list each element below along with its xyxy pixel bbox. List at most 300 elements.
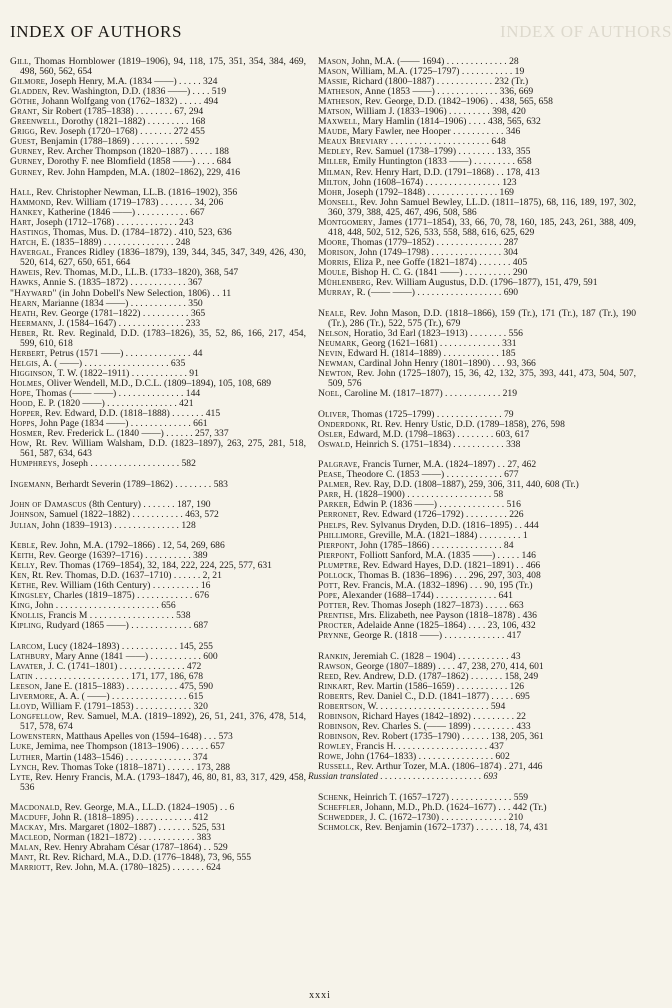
author-details: George (1807–1889) . . . . 47, 238, 270, 414, 601 xyxy=(353,660,544,672)
author-details: Rudyard (1865 ——) . . . . . . . . . . . . . 687 xyxy=(43,620,209,632)
author-details: John, M.A. (—— 1694) . . . . . . . . . . . . . 28 xyxy=(349,56,519,67)
author-details: Norman (1821–1872) . . . . . . . . . . . . 383 xyxy=(50,832,212,844)
author-name: Lynch, xyxy=(10,761,40,773)
author-details: Rev. Henry Abraham César (1787–1864) . . 529 xyxy=(41,842,228,854)
author-name: Grigg, xyxy=(10,126,38,138)
author-details: Rev. Thomas Toke (1818–1871) . . . . . . 173, 288 xyxy=(39,761,231,773)
author-name: Mason, xyxy=(318,66,350,78)
author-details: Rev. Washington, D.D. (1836 ——) . . . . 519 xyxy=(49,86,227,98)
author-name: Matheson, xyxy=(318,96,363,108)
author-details: James (1771–1854), 33, 66, 70, 78, 160, 185, 243, 261, 388, 409, 418, 448, 502, 512, 526, 533, 558, 588, 616, 625, 629 xyxy=(328,216,636,238)
author-name: Medley, xyxy=(318,146,354,158)
author-details: E. P. (1820 ——) . . . . . . . . . . . . . . . 421 xyxy=(35,398,194,410)
author-details: Francis M . . . . . . . . . . . . . . . . . . 538 xyxy=(45,610,191,622)
author-details: A. A. ( ——) . . . . . . . . . . . . . . . . 615 xyxy=(56,691,204,703)
author-name: Grant, xyxy=(10,106,40,118)
author-name: Robinson, xyxy=(318,730,360,742)
author-details: William F. (1791–1853) . . . . . . . . . . . . 320 xyxy=(38,701,208,713)
author-details: George R. (1818 ——) . . . . . . . . . . . . . 417 xyxy=(350,630,522,642)
author-details: Rev. John, M.A. (1792–1866) . 12, 54, 269, 686 xyxy=(38,540,225,552)
author-details: Joseph (1792–1848) . . . . . . . . . . . . . . . 169 xyxy=(344,186,514,198)
author-details: Eliza P., nee Goffe (1821–1874) . . . . . . . 405 xyxy=(350,256,528,268)
author-entry xyxy=(10,248,306,268)
author-name: Onderdonk, xyxy=(318,418,369,430)
letter-group xyxy=(318,309,636,399)
author-details: Greville, M.A. (1821–1884) . . . . . . . . . 1 xyxy=(366,529,528,541)
author-details: E. (1835–1889) . . . . . . . . . . . . . . . 248 xyxy=(38,237,191,249)
author-name: Pollock, xyxy=(318,569,356,581)
author-name: Kingsley, xyxy=(10,590,52,602)
author-details: Katherine (1846 ——) . . . . . . . . . . . 667 xyxy=(45,207,205,219)
author-name: Rowe, xyxy=(318,751,344,763)
author-details: Richard Hayes (1842–1892) . . . . . . . . . 22 xyxy=(359,710,526,722)
author-name: Heber, xyxy=(10,327,39,339)
author-details: Rev. Sylvanus Dryden, D.D. (1816–1895) . . 444 xyxy=(348,519,539,531)
author-name: Hart, xyxy=(10,217,34,229)
author-details: Rev. John Mason, D.D. (1818–1866), 159 (Tr.), 171 (Tr.), 187 (Tr.), 190 (Tr.), 286 (Tr.), 522, 575 (Tr.), 679 xyxy=(328,307,636,329)
author-name: Gurney, xyxy=(10,156,45,168)
author-name: Hearn, xyxy=(10,297,40,309)
author-name: Robinson, xyxy=(318,720,360,732)
author-details: . . . . . . . . . . . . . . . . . . . . . 648 xyxy=(388,136,506,148)
author-name: Hosmer, xyxy=(10,428,45,440)
letter-group xyxy=(318,57,636,298)
author-details: Rev. William (16th Century) . . . . . . . . . . 16 xyxy=(38,580,211,592)
author-details: John R. (1818–1895) . . . . . . . . . . . . 412 xyxy=(50,812,209,824)
page-number: xxxi xyxy=(309,990,331,1001)
author-entry xyxy=(10,712,306,732)
author-name: Rowley, xyxy=(318,741,354,752)
author-details: Mary Hamlin (1814–1906) . . . . 438, 565, 632 xyxy=(360,116,541,128)
author-entry xyxy=(318,218,636,238)
author-details: Rev. Thomas Joseph (1827–1873) . . . . . 663 xyxy=(349,599,524,611)
author-details: Rev. Andrew, D.D. (1787–1862) . . . . . . . 158, 249 xyxy=(341,670,539,682)
author-details: Rev. Arthur Tozer, M.A. (1806–1874) . 271, 446 xyxy=(354,761,543,773)
show-through-title: INDEX OF AUTHORS xyxy=(500,22,672,41)
author-name: Morison, xyxy=(318,246,357,258)
author-name: Lloyd, xyxy=(10,701,39,713)
author-details: John (1764–1833) . . . . . . . . . . . . . . . . 602 xyxy=(343,751,510,763)
author-name: Hastings, xyxy=(10,227,51,239)
author-name: Newman, xyxy=(318,357,356,369)
letter-group xyxy=(10,57,306,178)
author-name: Perronet, xyxy=(318,509,360,521)
author-details: Mrs. Elizabeth, nee Payson (1818–1878) . 436 xyxy=(356,609,537,621)
author-name: Pope, xyxy=(318,589,340,601)
author-name: Lyte, xyxy=(10,771,33,783)
author-name: Greenwell, xyxy=(10,116,60,128)
author-details: Rev. Thomas (1769–1854), 32, 184, 222, 224, 225, 577, 631 xyxy=(37,560,272,572)
author-details: Folliott Sanford, M.A. (1835 ——) . . . . . 146 xyxy=(357,549,536,561)
author-entry xyxy=(10,480,306,490)
author-name: Ingemann, xyxy=(10,478,54,490)
author-details: Caroline M. (1817–1877) . . . . . . . . . . . . 219 xyxy=(341,388,518,399)
author-details: Emily Huntington (1833 ——) . . . . . . . . . 658 xyxy=(350,156,532,168)
author-details: J. C. (1741–1801) . . . . . . . . . . . . . . 472 xyxy=(45,661,202,673)
author-name: Mason, xyxy=(318,56,350,67)
author-name: Lathbury, xyxy=(10,651,53,663)
author-name: Oliver, xyxy=(318,408,350,420)
author-name: Gurney, xyxy=(10,166,45,178)
author-details: Rev. Edward (1726–1792) . . . . . . . . . 226 xyxy=(359,509,524,521)
author-details: Heinrich S. (1751–1834) . . . . . . . . . . . 338 xyxy=(352,438,521,450)
author-details: Rt. Rev. William Walsham, D.D. (1823–1897), 263, 275, 281, 518, 561, 587, 634, 643 xyxy=(20,438,306,460)
author-name: Oswald, xyxy=(318,438,353,450)
author-details: Jeremiah C. (1828 – 1904) . . . . . . . . . . . 43 xyxy=(350,650,521,662)
author-entry xyxy=(318,440,636,450)
author-name: Pease, xyxy=(318,469,345,481)
author-details: Mrs. Margaret (1802–1887) . . . . . . . 525, 531 xyxy=(46,822,226,834)
author-name: Julian, xyxy=(10,519,40,531)
letter-group xyxy=(10,500,306,530)
author-name: Murray, xyxy=(318,287,355,299)
author-name: Hall, xyxy=(10,187,34,199)
author-details: Rev. Frederick L. (1840 ——) . . . . . . 257, 337 xyxy=(44,428,229,440)
author-name: Plumptre, xyxy=(318,559,361,571)
author-name: Reed, xyxy=(318,670,342,682)
author-details: Rev. John, M.A. (1780–1825) . . . . . . . 624 xyxy=(53,862,221,874)
letter-group xyxy=(10,541,306,631)
author-name: Pierpont, xyxy=(318,549,358,561)
author-entry xyxy=(10,521,306,531)
author-details: (in John Dobell's New Selection, 1806) . . 11 xyxy=(56,287,232,299)
author-details: J. (1584–1647) . . . . . . . . . . . . . . 233 xyxy=(55,317,201,329)
author-name: Göthe, xyxy=(10,96,40,108)
author-details: Rev. William Augustus, D.D. (1796–1877), 151, 479, 591 xyxy=(373,277,598,289)
author-name: Helgis, xyxy=(10,357,41,369)
author-name: Mackay, xyxy=(10,822,47,834)
author-name: Longfellow, xyxy=(10,711,65,723)
author-name: Gurney, xyxy=(10,146,45,158)
author-details: Bishop H. C. G. (1841 ——) . . . . . . . . . . 290 xyxy=(348,266,528,278)
author-details: Thomas (1725–1799) . . . . . . . . . . . . . . 79 xyxy=(349,408,514,420)
author-name: King, xyxy=(10,600,33,612)
author-name: Rankin, xyxy=(318,650,351,662)
author-details: Lucy (1824–1893) . . . . . . . . . . . . 145, 255 xyxy=(45,640,213,652)
author-details: Rev. Edward, D.D. (1818–1888) . . . . . . . 415 xyxy=(42,408,221,420)
author-name: Hawks, xyxy=(10,277,41,289)
author-details: Petrus (1571 ——) . . . . . . . . . . . . . . 44 xyxy=(47,347,203,359)
author-details: Thomas Hornblower (1819–1906), 94, 118, 175, 351, 354, 384, 469, 498, 560, 562, 654 xyxy=(20,56,306,78)
author-details: Sir Robert (1785–1838) . . . . . . . . 67, 294 xyxy=(39,106,204,118)
author-details: Joseph Henry, M.A. (1834 ——) . . . . . 324 xyxy=(47,76,218,88)
author-details: R. (—— ——) . . . . . . . . . . . . . . . . . . 690 xyxy=(354,287,519,299)
author-name: Leeson, xyxy=(10,681,43,693)
author-details: Rev. Samuel, M.A. (1819–1892), 26, 51, 241, 376, 478, 514, 517, 578, 674 xyxy=(20,711,306,733)
author-details: . . . . . . . . . . . . . . . . . . . . 171, 177, 186, 678 xyxy=(32,671,204,683)
author-details: Francis Turner, M.A. (1824–1897) . . 27, 462 xyxy=(360,459,537,471)
author-name: Russell, xyxy=(318,761,355,773)
author-name: Kethe, xyxy=(10,580,39,592)
author-name: Neumark, xyxy=(318,337,360,349)
author-name: Massie, xyxy=(318,76,350,88)
author-name: Heermann, xyxy=(10,317,56,329)
author-entry xyxy=(318,309,636,329)
author-name: Latin xyxy=(10,671,33,683)
author-details: Mary Anne (1841 ——) . . . . . . . . . . . 600 xyxy=(52,651,218,663)
author-name: Gladden, xyxy=(10,86,50,98)
author-name: Matheson, xyxy=(318,86,363,98)
author-name: Parr, xyxy=(318,489,342,501)
author-name: Schwedder, xyxy=(318,811,368,823)
author-details: Dorothy (1821–1882) . . . . . . . . . 168 xyxy=(59,116,206,128)
author-details: John . . . . . . . . . . . . . . . . . . . . . . 656 xyxy=(32,600,176,612)
author-name: Johnson, xyxy=(10,509,47,521)
author-name: Pierpont, xyxy=(318,539,358,551)
author-details: J. C. (1672–1730) . . . . . . . . . . . . . . 210 xyxy=(367,811,524,823)
author-name: Mühlenberg, xyxy=(318,277,374,289)
right-column xyxy=(308,56,636,843)
letter-group xyxy=(10,188,306,469)
author-details: John Page (1834 ——) . . . . . . . . . . . . . 661 xyxy=(37,418,208,430)
author-entry xyxy=(318,389,636,399)
author-details: Rev. Archer Thompson (1820–1887) . . . . . 188 xyxy=(44,146,229,158)
author-details: Dorothy F. nee Blomfield (1858 ——) . . . . 684 xyxy=(44,156,232,168)
author-details: Berhardt Severin (1789–1862) . . . . . . . . 583 xyxy=(53,478,228,490)
author-name: Ken, xyxy=(10,570,30,582)
author-name: Milman, xyxy=(318,166,354,178)
author-details: Rev. George (1781–1822) . . . . . . . . . . 365 xyxy=(38,307,206,319)
author-name: Lowenstern, xyxy=(10,731,64,743)
author-name: Gill, xyxy=(10,56,32,67)
author-name: Guest, xyxy=(10,136,39,148)
author-details: Joseph . . . . . . . . . . . . . . . . . . . 582 xyxy=(59,458,196,470)
author-name: Keith, xyxy=(10,550,37,562)
author-entry xyxy=(10,863,306,873)
author-details: Rt. Rev. Henry Ustic, D.D. (1789–1858), 276, 598 xyxy=(368,418,565,430)
letter-group xyxy=(318,793,636,833)
author-name: Havergal, xyxy=(10,247,54,259)
author-name: Luke, xyxy=(10,741,34,753)
author-details: Rev. Francis, M.A. (1832–1896) . . . 90, 195 (Tr.) xyxy=(340,579,533,591)
author-name: Mant, xyxy=(10,852,37,864)
author-details: Alexander (1688–1744) . . . . . . . . . . . . . 641 xyxy=(339,589,513,601)
author-name: Palmer, xyxy=(318,479,352,491)
author-name: "Hayward" xyxy=(10,287,57,299)
author-details: Rev. Daniel C., D.D. (1841–1877) . . . . . 695 xyxy=(354,690,530,702)
author-entry xyxy=(10,621,306,631)
author-details: Samuel (1822–1882) . . . . . . . . . . . 463, 572 xyxy=(46,509,219,521)
author-name: Hatch, xyxy=(10,237,39,249)
letter-group xyxy=(318,460,636,641)
author-name: Phillimore, xyxy=(318,529,367,541)
author-details: Edwin P. (1836 ——) . . . . . . . . . . . . . . 516 xyxy=(350,499,521,511)
author-details: Rev. Henry Hart, D.D. (1791–1868) . . 178, 413 xyxy=(353,166,540,178)
author-name: Knollis, xyxy=(10,610,46,622)
author-details: Annie S. (1835–1872) . . . . . . . . . . . . 367 xyxy=(40,277,203,289)
author-name: Mohr, xyxy=(318,186,345,198)
letter-group xyxy=(308,650,636,783)
author-details: A. ( ——) . . . . . . . . . . . . . . . . . . 635 xyxy=(40,357,186,369)
author-details: Rev. George (1639?–1716) . . . . . . . . . . 389 xyxy=(36,550,208,562)
author-name: Hankey, xyxy=(10,207,46,219)
author-entry xyxy=(318,762,636,772)
author-entry xyxy=(10,459,306,469)
author-details: Horatio, 3d Earl (1823–1913) . . . . . . . . 556 xyxy=(351,327,523,339)
author-details: John (1608–1674) . . . . . . . . . . . . . . . . 123 xyxy=(350,176,517,188)
author-name: Hopps, xyxy=(10,418,38,430)
author-name: Neale, xyxy=(318,307,347,319)
author-details: T. W. (1822–1911) . . . . . . . . . . . . 91 xyxy=(55,367,199,379)
author-details: H. (1828–1900) . . . . . . . . . . . . . . . . . . 58 xyxy=(341,489,504,501)
author-name: Milton, xyxy=(318,176,351,188)
author-entry xyxy=(318,631,636,641)
author-name: Prynne, xyxy=(318,630,351,642)
author-details: Thomas, Mus. D. (1784–1872) . 410, 523, 636 xyxy=(50,227,232,239)
author-details: Thomas (1779–1852) . . . . . . . . . . . . . . 287 xyxy=(349,236,519,248)
author-name: Osler, xyxy=(318,428,346,440)
author-name: Herbert, xyxy=(10,347,48,359)
author-details: (8th Century) . . . . . . . 187, 190 xyxy=(86,499,211,511)
author-name: Potter, xyxy=(318,599,350,611)
author-details: Rev. Thomas, M.D., LL.B. (1733–1820), 368, 547 xyxy=(42,267,239,279)
author-details: Heinrich T. (1657–1727) . . . . . . . . . . . . . 559 xyxy=(351,791,529,803)
author-entry xyxy=(318,369,636,389)
author-name: Livermore, xyxy=(10,691,57,703)
author-name: Robinson, xyxy=(318,710,360,722)
author-details: Rev. George, D.D. (1842–1906) . . 438, 565, 658 xyxy=(362,96,553,108)
author-details: Adelaide Anne (1825–1864) . . . . 23, 106, 432 xyxy=(354,619,536,631)
author-details: Matthaus Apelles von (1594–1648) . . . 573 xyxy=(63,731,233,743)
author-name: Phelps, xyxy=(318,519,349,531)
author-name: Newton, xyxy=(318,367,354,379)
author-name: Matson, xyxy=(318,106,353,118)
author-name: Noel, xyxy=(318,388,342,399)
author-entry xyxy=(318,823,636,833)
author-name: Maude, xyxy=(318,126,350,138)
author-name: Nelson, xyxy=(318,327,352,339)
author-name: Haweis, xyxy=(10,267,43,279)
author-name: Procter, xyxy=(318,619,355,631)
author-details: Rev. John Samuel Bewley, LL.D. (1811–1875), 68, 116, 189, 197, 302, 360, 379, 388, 425, 467, 496, 508, 586 xyxy=(328,196,636,218)
author-details: Cardinal John Henry (1801–1890) . . . 93, 366 xyxy=(355,357,536,369)
author-name: Pott, xyxy=(318,579,341,591)
author-name: Maxwell, xyxy=(318,116,361,128)
author-name: Hood, xyxy=(10,398,36,410)
left-column xyxy=(10,57,306,884)
author-details: Jemima, nee Thompson (1813–1906) . . . . . . 657 xyxy=(33,741,225,753)
author-details: Jane E. (1815–1883) . . . . . . . . . . . 475, 590 xyxy=(42,681,214,693)
author-entry xyxy=(10,329,306,349)
author-name: Meaux Breviary xyxy=(318,136,389,148)
author-name: Marriott, xyxy=(10,862,54,874)
letter-group xyxy=(10,480,306,490)
author-details: John (1749–1798) . . . . . . . . . . . . . . . 304 xyxy=(356,246,518,258)
author-name: Higginson, xyxy=(10,367,56,379)
author-details: John (1839–1913) . . . . . . . . . . . . . . 128 xyxy=(39,519,196,531)
author-entry xyxy=(10,439,306,459)
author-details: Rev. John Hampden, M.A. (1802–1862), 229, 416 xyxy=(44,166,241,178)
author-details: Theodore C. (1853 ——) . . . . . . . . . . . . 677 xyxy=(344,469,519,481)
author-name: Macleod, xyxy=(10,832,51,844)
author-details: Johann, M.D., Ph.D. (1624–1677) . . . 442 (Tr.) xyxy=(362,801,547,813)
author-details: Rt. Rev. Thomas, D.D. (1637–1710) . . . . . . 2, 21 xyxy=(29,570,222,582)
author-details: Thomas B. (1836–1896) . . . 296, 297, 303, 408 xyxy=(355,569,541,581)
author-details: Rev. Christopher Newman, LL.B. (1816–1902), 356 xyxy=(33,187,238,199)
author-name: Malan, xyxy=(10,842,42,854)
letter-group xyxy=(318,410,636,450)
author-details: William J. (1833–1906) . . . . . . . . . 398, 420 xyxy=(352,106,526,118)
author-details: Rev. William (1719–1783) . . . . . . . 34, 206 xyxy=(53,197,224,209)
author-name: Prentise, xyxy=(318,609,357,621)
author-name: Larcom, xyxy=(10,640,46,652)
author-details: Rev. Henry Francis, M.A. (1793–1847), 46, 80, 81, 83, 317, 429, 458, 536 xyxy=(20,771,306,793)
letter-group xyxy=(10,642,306,793)
author-entry xyxy=(10,168,306,178)
author-name: Miller, xyxy=(318,156,351,168)
author-name: Gilmore, xyxy=(10,76,48,88)
author-entry xyxy=(10,57,306,77)
author-details: Richard (1800–1887) . . . . . . . . . . . . 232 (Tr.) xyxy=(349,76,529,88)
author-details: Joseph (1712–1768) . . . . . . . . . . . . . 243 xyxy=(33,217,194,229)
author-details: Rev. Robert (1735–1790) . . . . . . 138, 205, 361 xyxy=(359,730,544,742)
author-details: Rt. Rev. Richard, M.A., D.D. (1776–1848), 73, 96, 555 xyxy=(36,852,252,864)
author-details: Rev. Charles S. (—— 1899) . . . . . . . . . 433 xyxy=(359,720,531,732)
author-name: John of Damascus xyxy=(10,499,87,511)
author-name: Rinkart, xyxy=(318,680,355,692)
author-details: John (1785–1866) . . . . . . . . . . . . . . . 84 xyxy=(357,539,514,551)
author-name: Kipling, xyxy=(10,620,44,632)
author-details: Edward, M.D. (1798–1863) . . . . . . . . 603, 617 xyxy=(345,428,530,440)
author-details: Benjamin (1788–1869) . . . . . . . . . . . 592 xyxy=(38,136,200,148)
author-entry xyxy=(318,288,636,298)
author-details: Rt. Rev. Reginald, D.D. (1783–1826), 35, 52, 86, 166, 217, 454, 599, 610, 618 xyxy=(20,327,306,349)
author-name: Hope, xyxy=(10,388,34,399)
author-details: Oliver Wendell, M.D., D.C.L. (1809–1894), 105, 108, 689 xyxy=(44,377,272,389)
author-name: How, xyxy=(10,438,32,450)
author-details: Charles (1819–1875) . . . . . . . . . . . . 676 xyxy=(51,590,210,602)
author-entry xyxy=(318,198,636,218)
author-details: Georg (1621–1681) . . . . . . . . . . . . . 331 xyxy=(359,337,517,349)
page-title: INDEX OF AUTHORS xyxy=(10,22,183,41)
author-details: Rev. John (1725–1807), 15, 36, 42, 132, 375, 393, 441, 473, 504, 507, 509, 576 xyxy=(328,367,636,389)
author-name: Macduff, xyxy=(10,812,51,824)
author-details: Rev. George, M.A., LL.D. (1824–1905) . . 6 xyxy=(62,802,235,814)
translation-note: Russian translated . . . . . . . . . . . . . . . . . . . . . . 693 xyxy=(308,772,498,783)
author-name: Monsell, xyxy=(318,196,358,208)
author-name: Robertson, xyxy=(318,700,366,712)
author-name: Lavater, xyxy=(10,661,46,673)
author-details: Francis H. . . . . . . . . . . . . . . . . . . . 437 xyxy=(353,741,504,752)
author-name: Humphreys, xyxy=(10,458,60,470)
author-name: Schenk, xyxy=(318,791,352,803)
author-details: Johann Wolfgang von (1762–1832) . . . . . 494 xyxy=(39,96,219,108)
author-name: Moore, xyxy=(318,236,350,248)
author-details: Anne (1853 ——) . . . . . . . . . . . . . 336, 669 xyxy=(362,86,534,98)
author-name: Roberts, xyxy=(318,690,355,702)
author-name: Heath, xyxy=(10,307,39,319)
author-details: Rev. Joseph (1720–1768) . . . . . . . 272 455 xyxy=(37,126,205,138)
author-details: Edward H. (1814–1889) . . . . . . . . . . . . 185 xyxy=(345,347,516,359)
author-details: William, M.A. (1725–1797) . . . . . . . . . . . 19 xyxy=(349,66,525,78)
author-details: Rev. Benjamin (1672–1737) . . . . . . 18, 74, 431 xyxy=(362,821,549,833)
author-name: Palgrave, xyxy=(318,459,361,471)
author-details: Rev. Edward Hayes, D.D. (1821–1891) . . 466 xyxy=(360,559,541,571)
author-name: Scheffler, xyxy=(318,801,363,813)
author-name: Nevin, xyxy=(318,347,346,359)
author-details: Thomas (—— ——) . . . . . . . . . . . . . . 144 xyxy=(33,388,201,399)
author-details: W. . . . . . . . . . . . . . . . . . . . . . . . 594 xyxy=(365,700,506,712)
author-details: Rev. Martin (1586–1659) . . . . . . . . . . . 126 xyxy=(354,680,525,692)
author-name: Keble, xyxy=(10,540,39,552)
author-name: Holmes, xyxy=(10,377,45,389)
author-details: Frances Ridley (1836–1879), 139, 344, 345, 347, 349, 426, 430, 520, 614, 627, 650, 651, 664 xyxy=(20,247,306,269)
author-name: Hopper, xyxy=(10,408,43,420)
author-name: Morris, xyxy=(318,256,351,268)
author-name: Luther, xyxy=(10,751,43,763)
author-name: Parker, xyxy=(318,499,351,511)
author-details: Rev. Samuel (1738–1799) . . . . . . . . 133, 355 xyxy=(353,146,531,158)
